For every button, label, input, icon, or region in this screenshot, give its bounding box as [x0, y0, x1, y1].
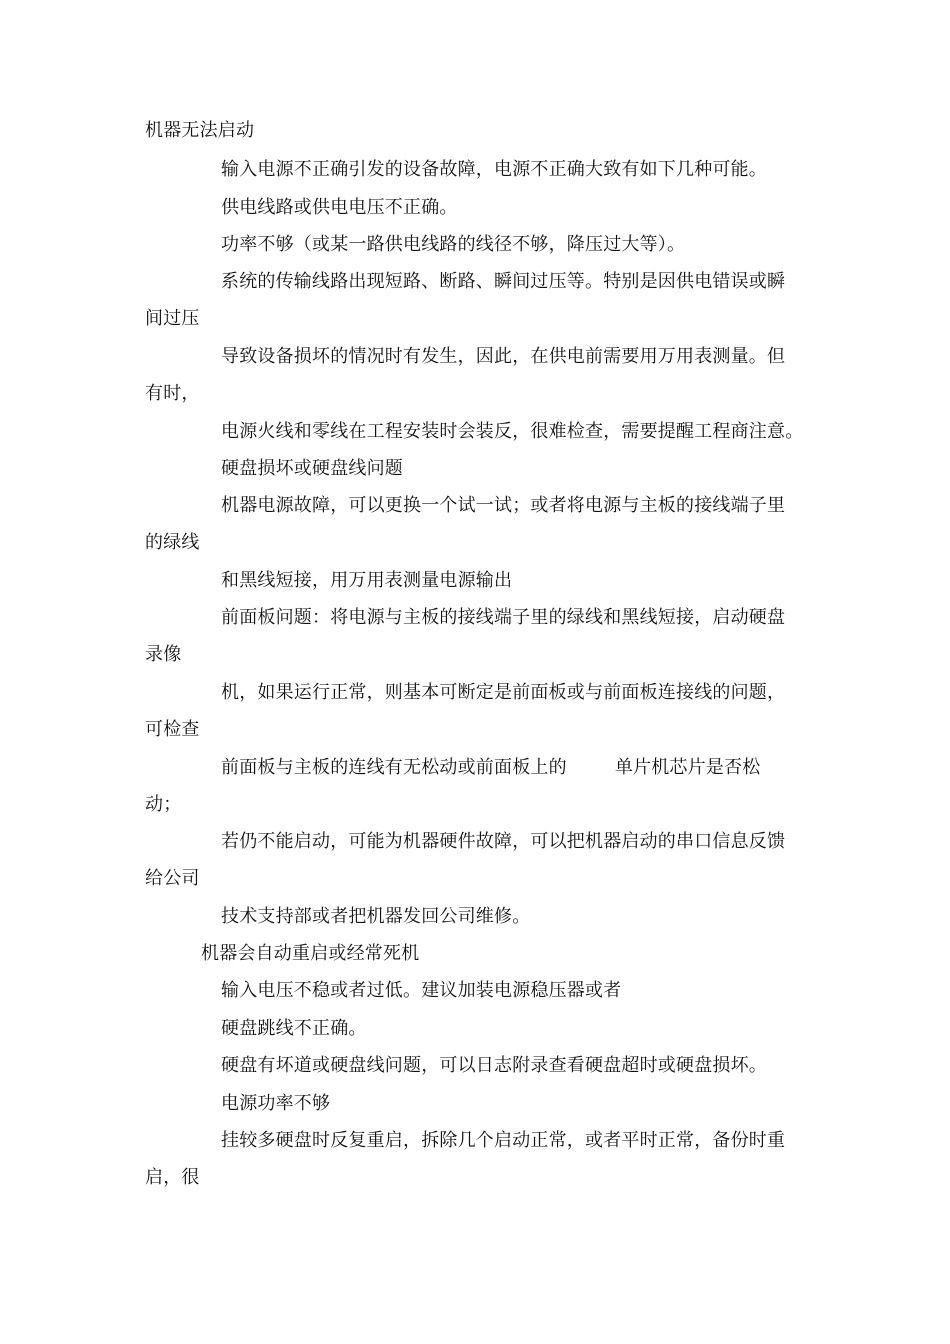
paragraph-line: 功率不够（或某一路供电线路的线径不够，降压过大等）。 — [221, 234, 686, 255]
paragraph-line: 若仍不能启动，可能为机器硬件故障，可以把机器启动的串口信息反馈 — [221, 831, 786, 852]
paragraph-line: 前面板问题：将电源与主板的接线端子里的绿线和黑线短接，启动硬盘 — [221, 607, 786, 628]
paragraph-line: 启，很 — [145, 1167, 200, 1188]
paragraph-line: 输入电源不正确引发的设备故障，电源不正确大致有如下几种可能。 — [221, 159, 767, 180]
paragraph-line: 导致设备损坏的情况时有发生，因此，在供电前需要用万用表测量。但 — [221, 346, 786, 367]
paragraph-line: 输入电压不稳或者过低。建议加装电源稳压器或者 — [221, 980, 622, 1001]
paragraph-line: 硬盘损坏或硬盘线问题 — [221, 458, 403, 479]
paragraph-line: 机器电源故障，可以更换一个试一试；或者将电源与主板的接线端子里 — [221, 495, 786, 516]
paragraph-line: 机，如果运行正常，则基本可断定是前面板或与前面板连接线的问题， — [221, 682, 786, 703]
paragraph-line: 的绿线 — [145, 532, 200, 553]
paragraph-line-part: 前面板与主板的连线有无松动或前面板上的 — [221, 757, 567, 778]
paragraph-line: 硬盘跳线不正确。 — [221, 1018, 367, 1039]
paragraph-line: 电源火线和零线在工程安装时会装反，很难检查，需要提醒工程商注意。 — [221, 421, 804, 442]
paragraph-line: 硬盘有坏道或硬盘线问题，可以日志附录查看硬盘超时或硬盘损坏。 — [221, 1055, 767, 1076]
section-heading: 机器无法启动 — [145, 120, 255, 141]
paragraph-line: 录像 — [145, 644, 182, 665]
paragraph-line: 动； — [145, 794, 182, 815]
paragraph-line-part: 单片机芯片是否松 — [614, 757, 761, 778]
paragraph-line: 技术支持部或者把机器发回公司维修。 — [221, 906, 531, 927]
section-heading: 机器会自动重启或经常死机 — [201, 943, 420, 964]
paragraph-line: 供电线路或供电电压不正确。 — [221, 197, 458, 218]
paragraph-line: 挂较多硬盘时反复重启，拆除几个启动正常，或者平时正常，备份时重 — [221, 1130, 786, 1151]
paragraph-line: 和黑线短接，用万用表测量电源输出 — [221, 570, 513, 591]
paragraph-line: 电源功率不够 — [221, 1093, 331, 1114]
paragraph-line: 间过压 — [145, 308, 200, 329]
paragraph-line: 有时， — [145, 383, 200, 404]
paragraph-line: 可检查 — [145, 719, 200, 740]
paragraph-line: 给公司 — [145, 868, 200, 889]
paragraph-line — [221, 756, 760, 780]
paragraph-line: 系统的传输线路出现短路、断路、瞬间过压等。特别是因供电错误或瞬 — [221, 271, 786, 292]
